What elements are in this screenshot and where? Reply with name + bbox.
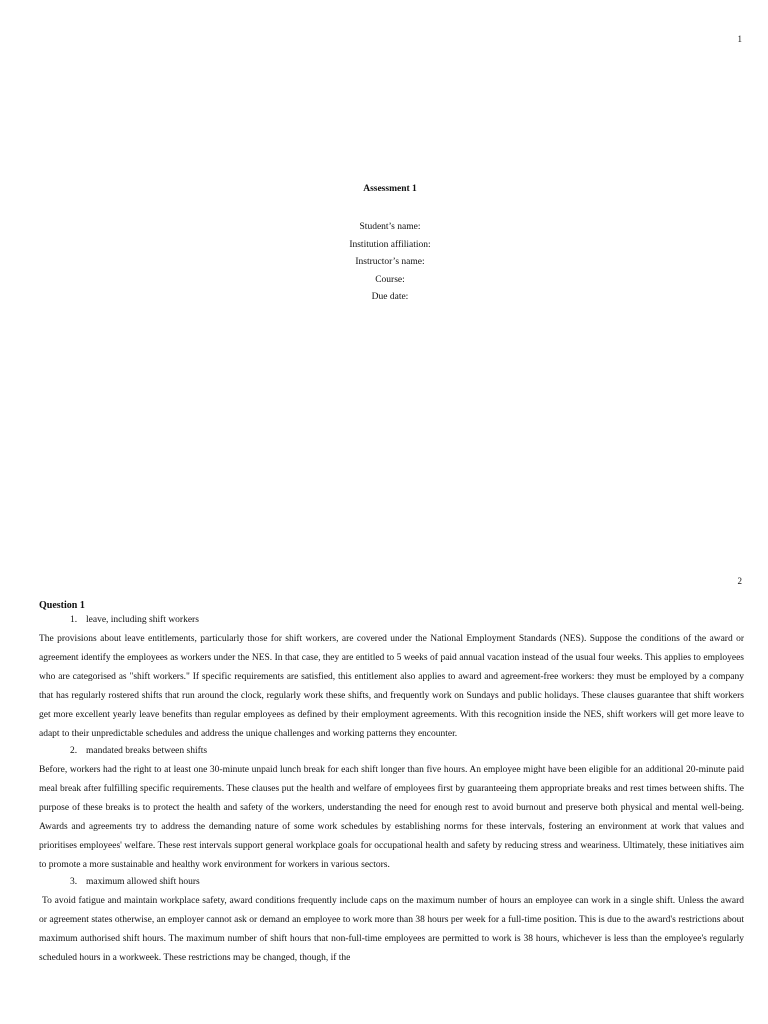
student-name-field: Student’s name: xyxy=(359,222,421,232)
page-number: 1 xyxy=(737,34,742,44)
cover-block xyxy=(0,184,768,307)
institution-field: Institution affiliation: xyxy=(349,239,431,250)
paragraph: Before, workers had the right to at least one 30-minute unpaid lunch break for each shift longer than five hours. An employee might have been eligible for an additional 20-minute paid meal break after fulfilling specific requirements. These clauses put the health and welfare of employees first by guaranteeing them appropriate breaks and rest times between shifts. The purpose of these breaks is to protect the health and safety of the workers, understanding the need for enough rest to avoid burnout and preserve both physical and mental well-being. Awards and agreements try to address the demanding nature of some work schedules by establishing norms for these intervals, fostering an environment at work that values and prioritises employees' welfare. These rest intervals support general workplace goals for occupational health and safety by reducing stress and weariness. Ultimately, these initiatives aim to promote a more sustainable and healthy work environment for workers in various sectors. xyxy=(39,765,744,870)
due-date-field: Due date: xyxy=(371,292,409,302)
list-item xyxy=(39,613,744,628)
paragraph: To avoid fatigue and maintain workplace safety, award conditions frequently include caps on the maximum number of hours an employee can work in a single shift. Unless the award or agreement states otherwise, an employer cannot ask or demand an employee to work more than 38 hours per week for a full-time position. This is due to the award's restrictions about maximum authorised shift hours. The maximum number of shift hours that non-full-time employees are permitted to work is 38 hours, whichever is less than the employee's regularly scheduled hours in a workweek. These restrictions may be changed, though, if the xyxy=(39,896,744,963)
list-item-heading: leave, including shift workers xyxy=(86,615,199,625)
list-item-number: 3. xyxy=(70,877,78,887)
course-field: Course: xyxy=(375,274,405,285)
document-title: Assessment 1 xyxy=(363,184,417,194)
list-item-heading: maximum allowed shift hours xyxy=(86,877,200,887)
list-item-number: 1. xyxy=(70,615,78,625)
paragraph: The provisions about leave entitlements, particularly those for shift workers, are covered under the National Employment Standards (NES). Suppose the conditions of the award or agreement identify the employees as workers under the NES. In that case, they are entitled to 5 weeks of paid annual vacation instead of the usual four weeks. This applies to employees who are categorised as "shift workers." If specific requirements are satisfied, this entitlement also applies to award and agreement-free workers: they must be employed by a company that has regularly rostered shifts that run around the clock, regularly work these shifts, and frequently work on Sundays and public holidays. These clauses guarantee that shift workers get more excellent yearly leave benefits than regular employees as defined by their employment agreements. With this recognition inside the NES, shift workers will get more leave to adapt to their unpredictable schedules and address the unique challenges and working patterns they encounter. xyxy=(39,634,744,739)
document-page-2 xyxy=(0,572,768,1024)
list-item-heading: mandated breaks between shifts xyxy=(86,746,208,756)
instructor-name-field: Instructor’s name: xyxy=(355,257,425,267)
page-body xyxy=(39,598,744,968)
page-number: 2 xyxy=(737,576,742,586)
list-item xyxy=(39,744,744,759)
list-item xyxy=(39,875,744,890)
question-heading: Question 1 xyxy=(39,600,85,611)
list-item-number: 2. xyxy=(70,746,78,756)
